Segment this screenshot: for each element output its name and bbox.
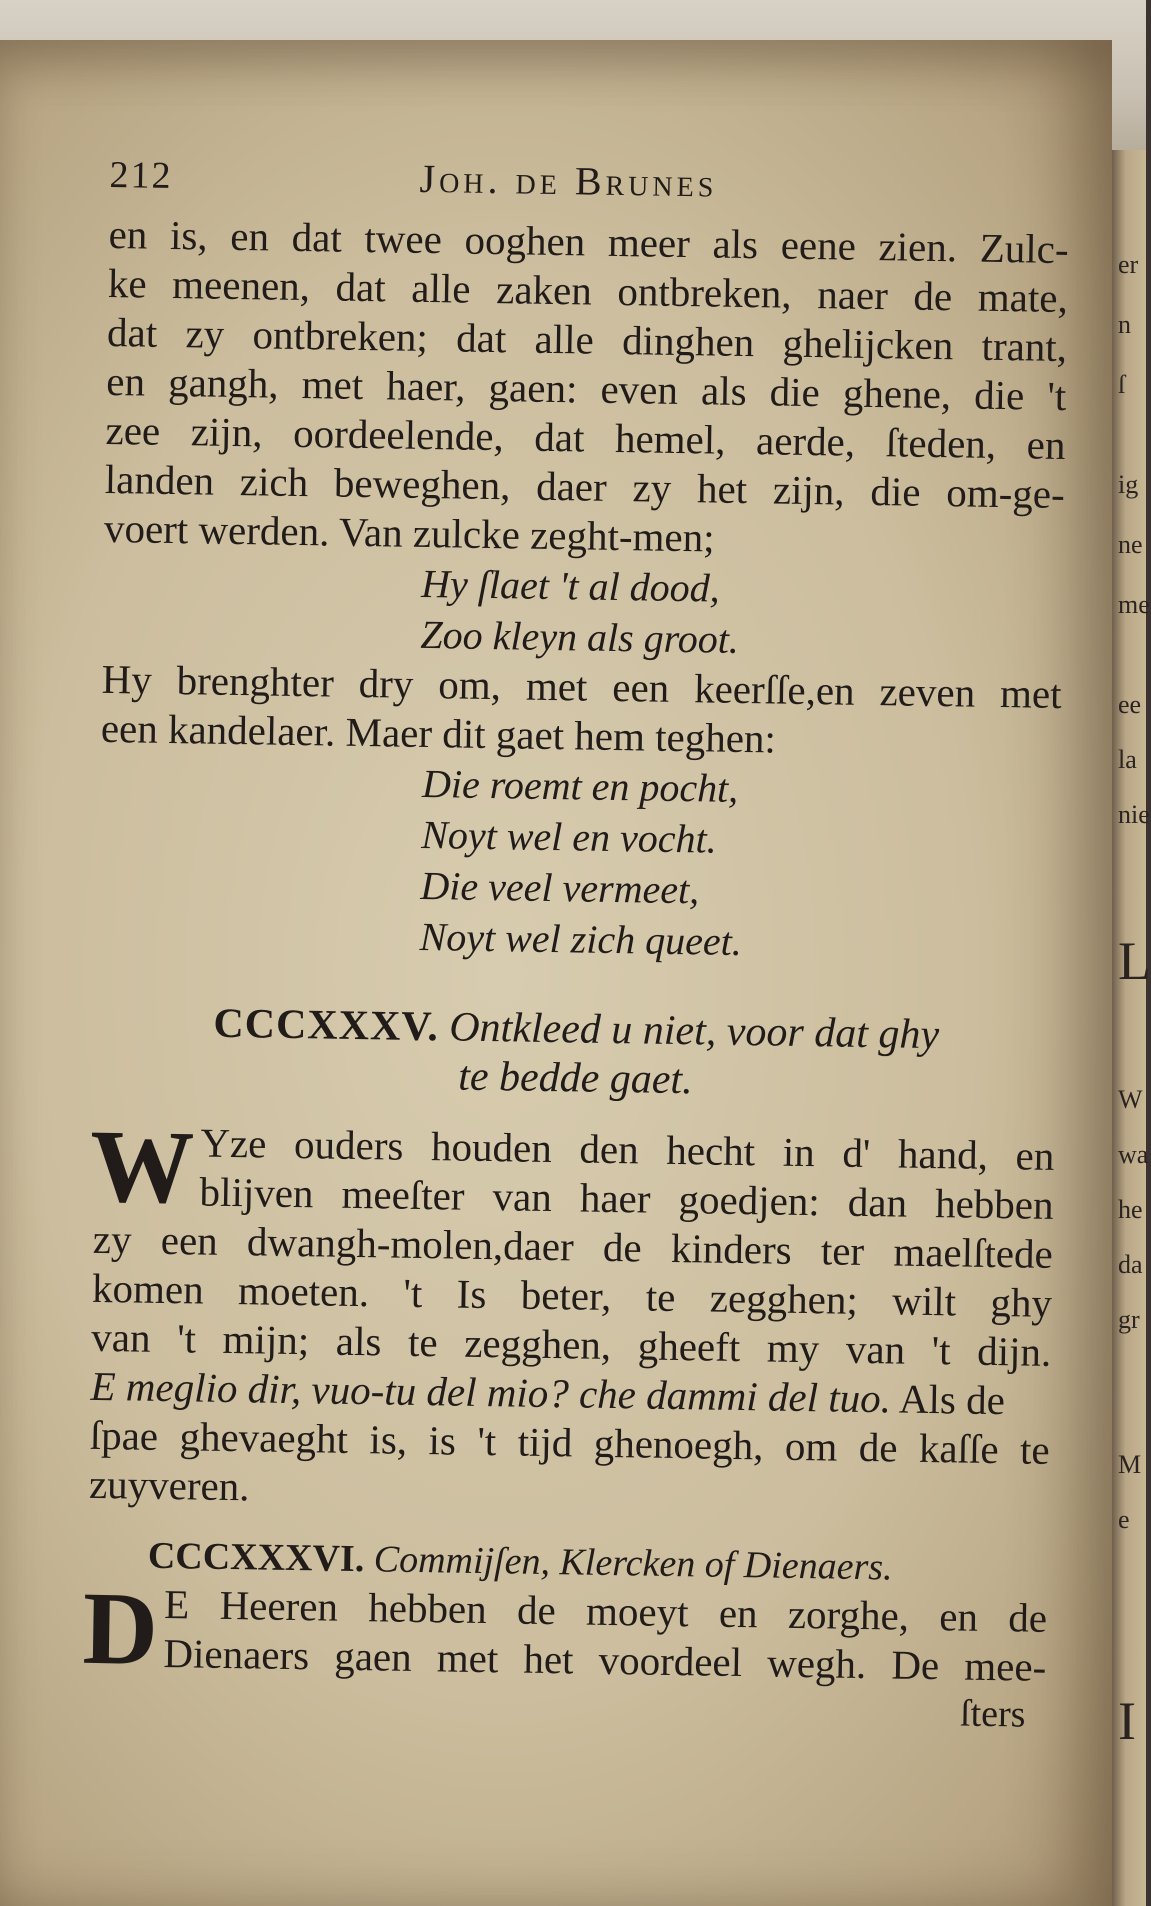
edge-fragment: e: [1118, 1505, 1130, 1534]
entry-title: Ontkleed u niet, voor dat ghy: [448, 1004, 940, 1059]
edge-fragment: me: [1118, 590, 1150, 619]
edge-fragment: I: [1118, 1691, 1136, 1751]
entry-title: Commijſen, Klercken of Dienaers.: [373, 1538, 893, 1589]
entry-body: [81, 1570, 1048, 1692]
text-line: komen moeten. 't Is beter, te zegghen; wilt ghy: [91, 1264, 1053, 1326]
edge-fragment: ſ: [1118, 370, 1126, 399]
edge-fragment: er: [1118, 250, 1139, 279]
text-line: van 't mijn; als te zegghen, gheeft my van 't dijn.: [90, 1313, 1052, 1375]
edge-fragment: he: [1118, 1195, 1143, 1224]
edge-fragment: ig: [1118, 470, 1139, 499]
edge-fragment: gr: [1118, 1305, 1140, 1334]
verse-line: Noyt wel en vocht.: [420, 811, 718, 862]
edge-fragment: n: [1118, 310, 1131, 339]
text-line: dat zy ontbreken; dat alle dinghen ghelijcken trant,: [106, 308, 1068, 371]
verse-line: Noyt wel zich queet.: [419, 913, 743, 965]
edge-fragment: ne: [1118, 530, 1143, 559]
text-line: E Heeren hebben de moeyt en zorghe, en de: [163, 1581, 1048, 1641]
edge-fragment: W: [1118, 1085, 1143, 1114]
edge-fragment: M: [1118, 1450, 1142, 1479]
entry-number: CCCXXXVI.: [147, 1534, 365, 1581]
text-line: zy een dwangh-molen,daer de kinders ter maelſtede: [92, 1215, 1054, 1277]
running-head: Joh. de Brunes: [419, 155, 718, 206]
entry-body: [88, 1108, 1055, 1524]
text-line: een kandelaer. Maer dit gaet hem teghen:: [100, 704, 777, 762]
entry-title-continued: te bedde gaet.: [457, 1053, 694, 1104]
page-text: [81, 150, 1070, 1738]
verse-line: Die veel vermeet,: [420, 862, 700, 913]
drop-capital: W: [89, 1108, 195, 1226]
text-line: ke meenen, dat alle zaken ontbreken, naer de mate,: [107, 259, 1069, 322]
edge-fragment: L: [1118, 931, 1151, 991]
page-number: 212: [109, 153, 173, 197]
edge-fragment: la: [1118, 745, 1137, 774]
text-fragment: Als de: [890, 1375, 1006, 1424]
italian-quote: E meglio dir, vuo-tu del mio? che dammi del tuo.: [90, 1362, 892, 1422]
verse-line: Hy ſlaet 't al dood,: [420, 560, 721, 611]
text-line: blijven meeſter van haer goedjen: dan hebben: [199, 1168, 1054, 1228]
text-line: landen zich beweghen, daer zy het zijn, die om-ge-: [104, 455, 1066, 518]
text-line: zuyveren.: [88, 1460, 250, 1510]
facing-page-edge: [1112, 150, 1149, 1906]
catchword: ſters: [959, 1692, 1026, 1736]
text-line: zee zijn, oordeelende, dat hemel, aerde, ſteden, en: [105, 406, 1066, 469]
text-line: ſpae ghevaeght is, is 't tijd ghenoegh, om de kaſſe te: [89, 1411, 1051, 1473]
edge-fragment: wa: [1118, 1140, 1149, 1169]
text-line: Hy brenghter dry om, met een keerſſe,en zeven met: [101, 655, 1062, 718]
text-line: en gangh, met haer, gaen: even als die ghene, die 't: [106, 357, 1067, 420]
edge-fragment: nie: [1118, 800, 1150, 829]
edge-fragment: da: [1118, 1250, 1143, 1279]
text-line: voert werden. Van zulcke zeght-men;: [103, 504, 715, 561]
text-line: Dienaers gaen met het voordeel wegh. De mee-: [163, 1630, 1047, 1690]
entry-number: CCCXXXV.: [213, 1000, 440, 1051]
edge-fragment: ee: [1118, 690, 1142, 719]
verse-line: Zoo kleyn als groot.: [420, 611, 740, 662]
text-line: Yze ouders houden den hecht in d' hand, en: [200, 1119, 1055, 1179]
text-line: en is, en dat twee ooghen meer als eene zien. Zulc-: [108, 210, 1069, 273]
drop-capital: D: [81, 1570, 159, 1687]
verse-line: Die roemt en pocht,: [421, 760, 739, 811]
